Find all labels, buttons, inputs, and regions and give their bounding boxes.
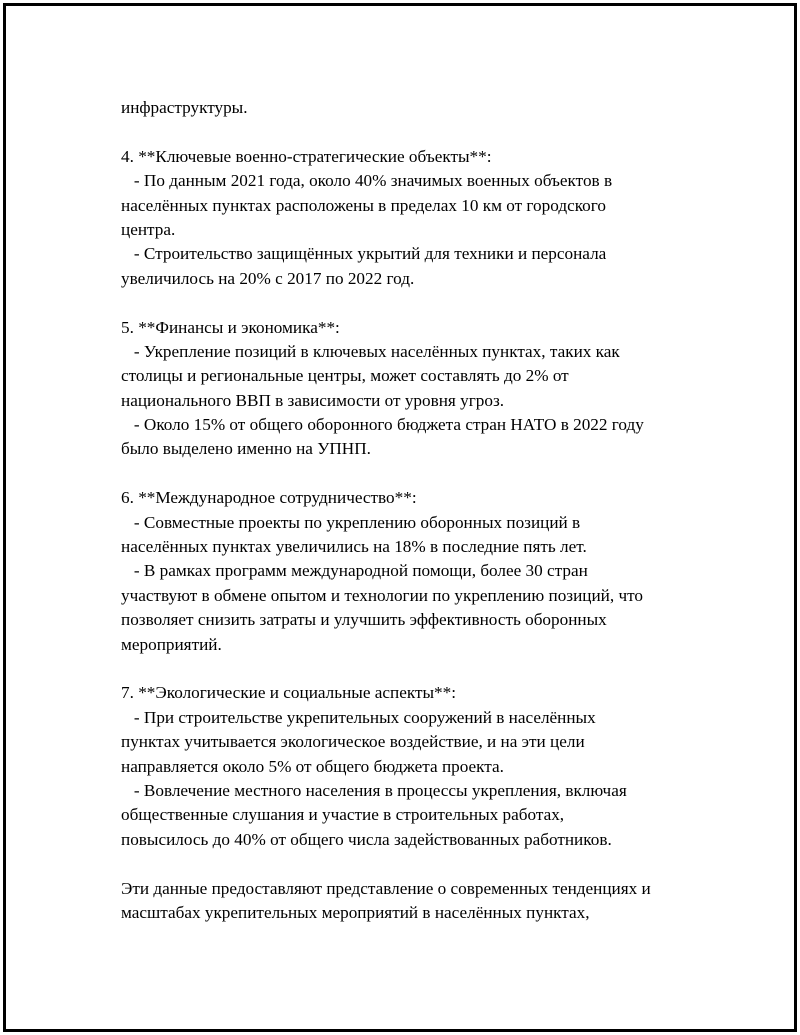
text-line: Эти данные предоставляют представление о современных тенденциях и (121, 878, 651, 898)
text-line: инфраструктуры. (121, 98, 248, 117)
section-finance (121, 316, 721, 462)
paragraph-conclusion (121, 877, 721, 926)
page-frame (3, 3, 797, 1032)
text-line: - Вовлечение местного населения в процессы укрепления, включая (121, 780, 627, 800)
paragraph-gap (121, 852, 721, 876)
text-line: - Укрепление позиций в ключевых населённых пунктах, таких как (121, 341, 620, 361)
text-line: - Совместные проекты по укреплению оборонных позиций в (121, 512, 581, 532)
text-line: - Около 15% от общего оборонного бюджета стран НАТО в 2022 году (121, 415, 644, 435)
section-heading: 4. **Ключевые военно-стратегические объекты**: (121, 146, 492, 166)
text-line: позволяет снизить затраты и улучшить эффективность оборонных (121, 610, 607, 630)
section-heading: 6. **Международное сотрудничество**: (121, 488, 417, 508)
paragraph-intro-tail (121, 96, 721, 120)
text-line: центра. (121, 219, 176, 239)
section-international-cooperation (121, 486, 721, 657)
text-line: национального ВВП в зависимости от уровня угроз. (121, 390, 505, 410)
text-line: увеличилось на 20% с 2017 по 2022 год. (121, 268, 415, 288)
section-heading: 5. **Финансы и экономика**: (121, 317, 340, 337)
paragraph-gap (121, 657, 721, 681)
text-line: - По данным 2021 года, около 40% значимых военных объектов в (121, 171, 613, 191)
paragraph-gap (121, 462, 721, 486)
text-line: направляется около 5% от общего бюджета проекта. (121, 756, 504, 776)
text-line: было выделено именно на УПНП. (121, 439, 371, 459)
text-line: - Строительство защищённых укрытий для техники и персонала (121, 244, 607, 264)
paragraph-gap (121, 291, 721, 315)
paragraph-gap (121, 120, 721, 144)
text-line: общественные слушания и участие в строительных работах, (121, 805, 565, 825)
text-line: масштабах укрепительных мероприятий в населённых пунктах, (121, 902, 590, 922)
text-line: мероприятий. (121, 634, 222, 654)
text-line: - В рамках программ международной помощи, более 30 стран (121, 561, 588, 581)
section-ecology-social (121, 681, 721, 852)
text-line: участвуют в обмене опытом и технологии по укреплению позиций, что (121, 585, 643, 605)
section-heading: 7. **Экологические и социальные аспекты**: (121, 683, 456, 703)
text-line: пунктах учитывается экологическое воздействие, и на эти цели (121, 732, 585, 752)
text-line: столицы и региональные центры, может составлять до 2% от (121, 366, 569, 386)
text-line: населённых пунктах расположены в пределах 10 км от городского (121, 195, 606, 215)
document-body (121, 96, 721, 925)
text-line: - При строительстве укрепительных сооружений в населённых (121, 707, 596, 727)
section-military-objects (121, 145, 721, 291)
text-line: населённых пунктах увеличились на 18% в последние пять лет. (121, 537, 587, 557)
text-line: повысилось до 40% от общего числа задействованных работников. (121, 829, 612, 849)
